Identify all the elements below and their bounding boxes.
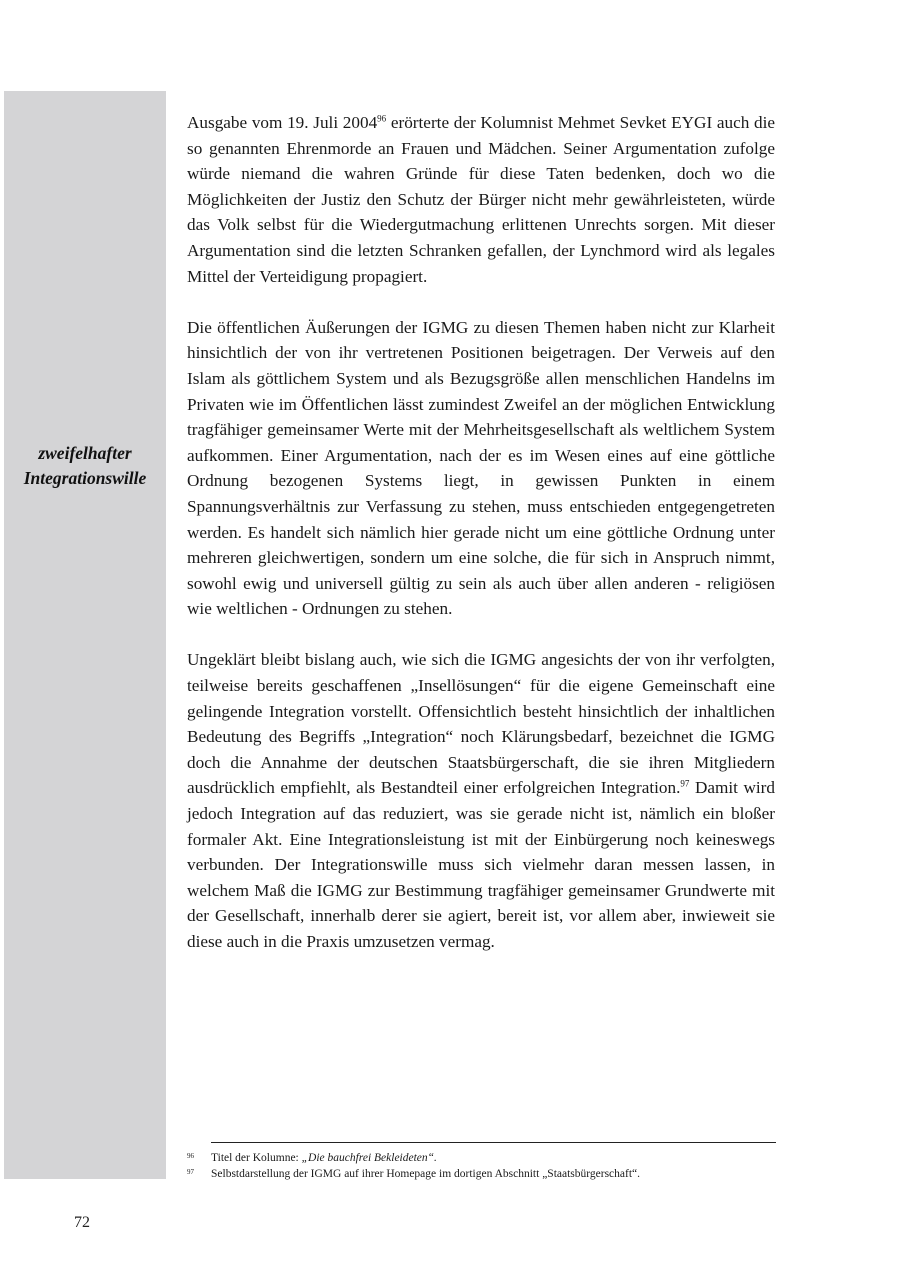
footnote-number: 96: [187, 1152, 194, 1160]
paragraph-1: Ausgabe vom 19. Juli 2004$^{96}$ erörterte der Kolumnist Mehmet Sevket EYGI auch die so genannten Ehrenmorde an Frauen und Mädchen. Seiner Argumentation zufolge würde niemand die wahren Gründe für diese Taten bedenken, doch wo die Möglichkeiten der Justiz den Schutz der Bürger nicht mehr gewährleisteten, würde das Volk selbst für die Wiedergutmachung erlittenen Unrechts sorgen. Mit dieser Argumentation sind die letzten Schranken gefallen, der Lynchmord wird als legales Mittel der Verteidigung propagiert.: [187, 113, 775, 286]
footnote-divider: [211, 1142, 776, 1143]
paragraph-3: Ungeklärt bleibt bislang auch, wie sich die IGMG angesichts der von ihr verfolgten, teilweise bereits geschaffenen „Insellösungen“ für die eigene Gemeinschaft eine gelingende Integration vorstellt. Offensichtlich besteht hinsichtlich der inhaltlichen Bedeutung des Begriffs „Integration“ noch Klärungsbedarf, bezeichnet die IGMG doch die Annahme der deutschen Staatsbürgerschaft, die sie ihren Mitgliedern ausdrücklich empfiehlt, als Bestandteil einer erfolgreichen Integration.$^{97}$ Damit wird jedoch Integration auf das reduziert, was sie gerade nicht ist, nämlich ein bloßer formaler Akt. Eine Integrationsleistung ist mit der Einbürgerung noch keineswegs verbunden. Der Integrationswille muss sich vielmehr daran messen lassen, in welchem Maß die IGMG zur Bestimmung tragfähiger gemeinsamer Grundwerte mit der Gesellschaft, innerhalb derer sie agiert, bereit ist, vor allem aber, inwieweit sie diese auch in die Praxis umzusetzen vermag.: [187, 650, 776, 951]
page-number: 72: [74, 1214, 90, 1231]
body-text: [187, 110, 775, 980]
footnote-ref-96[interactable]: 96: [377, 113, 387, 124]
footnotes: [187, 1150, 777, 1182]
column-title: „Die bauchfrei Bekleideten“.: [301, 1152, 437, 1164]
footnote-ref-97[interactable]: 97: [680, 778, 690, 789]
margin-sidebar: [4, 91, 166, 1179]
paragraph-2: Die öffentlichen Äußerungen der IGMG zu diesen Themen haben nicht zur Klarheit hinsichtlich der von ihr vertretenen Positionen beigetragen. Der Verweis auf den Islam als göttlichem System und als Bezugsgröße allen menschlichen Handelns im Privaten wie im Öffentlichen lässt zumindest Zweifel an der möglichen Entwicklung tragfähiger gemeinsamer Werte mit der Mehrheitsgesellschaft als weltlichem System aufkommen. Einer Argumentation, nach der es im Wesen eines auf eine göttliche Ordnung bezogenen Systems liegt, in gewissen Punkten in einem Spannungsverhältnis zur Verfassung zu stehen, muss entschieden entgegengetreten werden. Es handelt sich nämlich hier gerade nicht um eine göttliche Ordnung unter mehreren gleichwertigen, sondern um eine solche, die für sich in Anspruch nimmt, sowohl ewig und universell gültig zu sein als auch über allen anderen - religiösen wie weltlichen - Ordnungen zu stehen.: [187, 317, 775, 619]
footnote-97: 97 Selbstdarstellung der IGMG auf ihrer Homepage im dortigen Abschnitt „Staatsbürgerschaft“.: [187, 1168, 641, 1180]
footnote-96: 96 Titel der Kolumne: „Die bauchfrei Bekleideten“.: [187, 1152, 437, 1164]
footnote-number: 97: [187, 1168, 194, 1176]
margin-note-line-1: zweifelhafter: [38, 443, 132, 463]
margin-note-line-2: Integrationswille: [23, 468, 147, 488]
margin-note: [4, 441, 166, 491]
